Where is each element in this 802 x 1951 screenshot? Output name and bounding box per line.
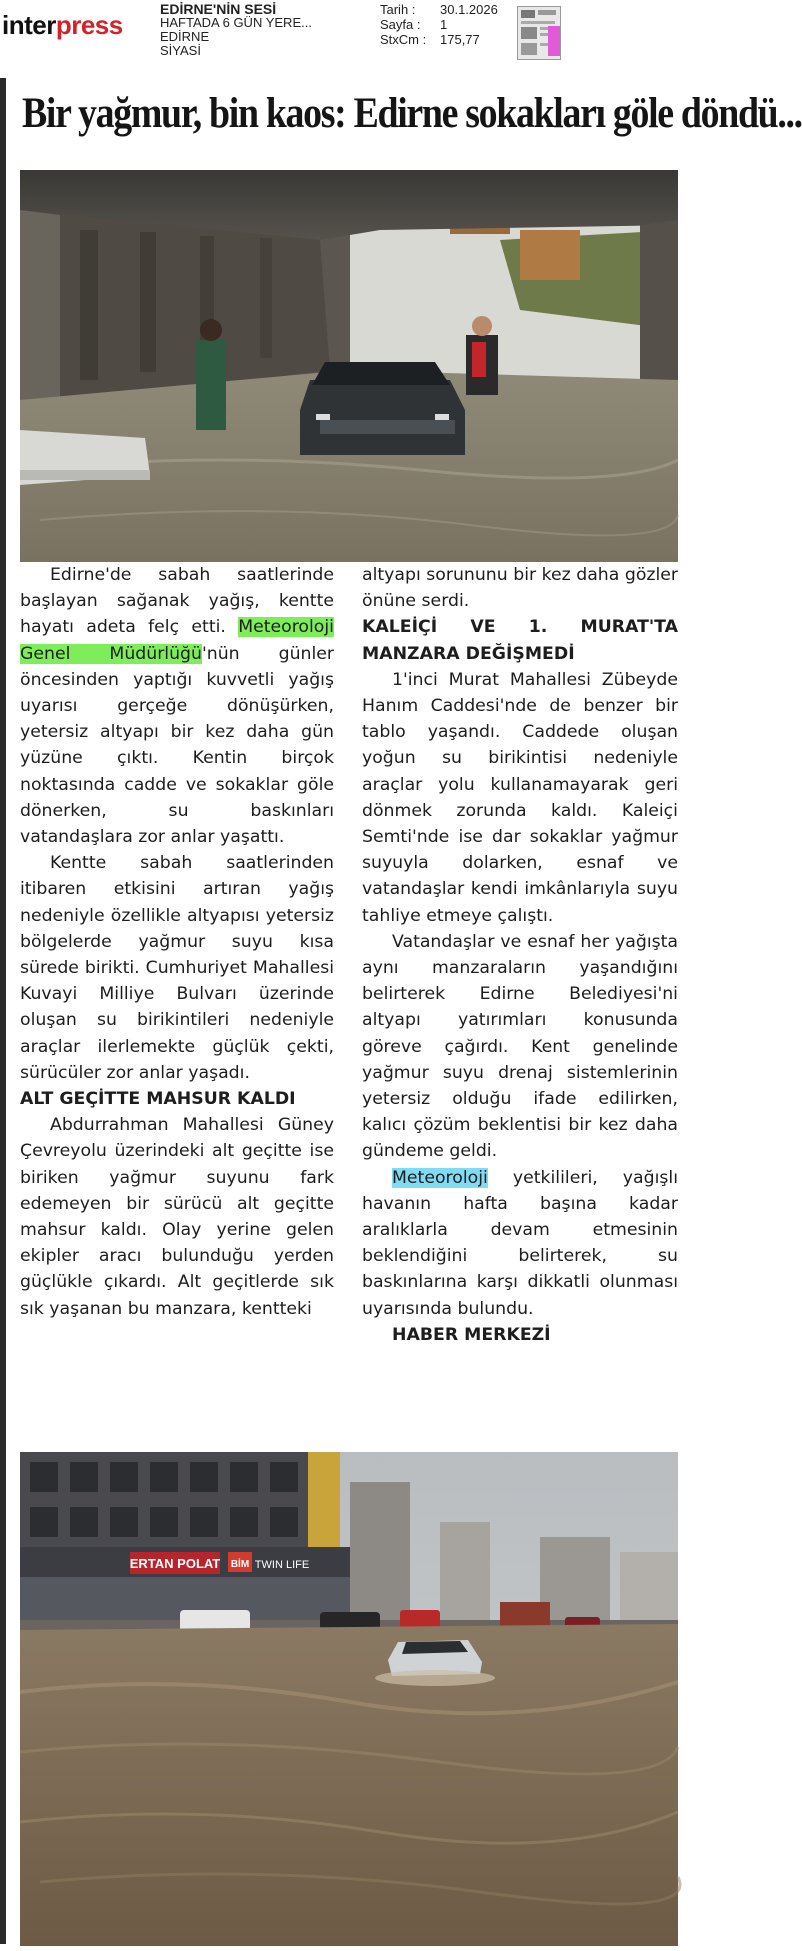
article-column-1 bbox=[20, 562, 334, 1322]
paragraph-1 bbox=[20, 562, 334, 850]
logo-text-part2: press bbox=[55, 10, 123, 40]
highlight-meteoroloji: Meteoroloji bbox=[392, 1167, 488, 1188]
date-label: Tarih : bbox=[380, 2, 416, 17]
paragraph-5: Vatandaşlar ve esnaf her yağışta aynı manzaraların yaşandığını belirterek Edirne Belediyesi'ni altyapı yatırımları konusunda göreve çağırdı. Kent genelinde yağmur suyu drenaj sistemlerinin yetersiz olduğu ifade edilirken, kalıcı çözüm beklentisi bir kez daha gündeme geldi. bbox=[362, 931, 678, 1162]
subheading-kaleici: KALEİÇİ VE 1. MURAT'TA MANZARA DEĞİŞMEDİ bbox=[362, 617, 678, 664]
size-value: 175,77 bbox=[440, 32, 480, 47]
page-position-marker bbox=[548, 26, 560, 56]
page-value: 1 bbox=[440, 17, 448, 32]
store-sign-twin-life: TWIN LIFE bbox=[254, 1559, 310, 1571]
page-label: Sayfa : bbox=[380, 17, 421, 32]
publication-city: EDİRNE bbox=[160, 29, 210, 44]
highlight-meteoroloji-genel-mudurlugu: Meteoroloji Genel Müdürlüğü bbox=[20, 617, 334, 664]
size-label: StxCm : bbox=[380, 32, 427, 47]
clipping-meta bbox=[380, 2, 498, 47]
paragraph-6 bbox=[362, 1165, 678, 1322]
author-signature: HABER MERKEZİ bbox=[392, 1324, 551, 1345]
paragraph-3-continued: altyapı sorununu bir kez daha gözler önüne serdi. bbox=[362, 565, 678, 612]
interpress-logo bbox=[2, 10, 123, 41]
underpass-flood-photo bbox=[20, 170, 678, 562]
publication-category: SİYASİ bbox=[160, 43, 201, 58]
paragraph-6-text: yetkilileri, yağışlı havanın hafta başına kadar aralıklarla devam etmesinin beklendiğini belirterek, su baskınlarına karşı dikkatli olunması uyarısında bulundu. bbox=[362, 1167, 678, 1319]
paragraph-4: 1'inci Murat Mahallesi Zübeyde Hanım Caddesi'nde de benzer bir tablo yaşandı. Caddede oluşan yoğun su birikintisi nedeniyle araçlar yolu kullanamayarak geri dönmek zorunda kaldı. Kaleiçi Semti'nde ise dar sokaklar yağmur suyuyla dolarken, esnaf ve vatandaşlar kendi imkânlarıyla suyu tahliye etmeye çalıştı. bbox=[362, 669, 678, 926]
article-column-2 bbox=[362, 562, 678, 1348]
paragraph-2: Kentte sabah saatlerinden itibaren etkisini artıran yağış nedeniyle özellikle altyapısı yetersiz bölgelerde yağmur suyu kısa sürede birikti. Cumhuriyet Mahallesi Kuvayi Milliye Bulvarı üzerinde oluşan su birikintileri nedeniyle araçlar ilerlemekte güçlük çekti, sürücüler zor anlar yaşadı. bbox=[20, 853, 334, 1083]
logo-text-part1: inter bbox=[2, 10, 56, 40]
paragraph-1-text-a: Edirne'de sabah saatlerinde başlayan sağanak yağış, kentte hayatı adeta felç etti. bbox=[20, 565, 334, 638]
store-logo-bim: BİM bbox=[230, 1559, 250, 1570]
publication-name: EDİRNE'NİN SESİ bbox=[160, 1, 277, 17]
left-border-rule bbox=[0, 78, 6, 1944]
boulevard-flood-photo bbox=[20, 1452, 678, 1946]
publication-info bbox=[160, 2, 312, 58]
clipping-header bbox=[0, 0, 696, 70]
article-headline: Bir yağmur, bin kaos: Edirne sokakları göle döndü... bbox=[22, 90, 802, 137]
paragraph-1-text-b: 'nün günler öncesinden yaptığı kuvvetli yağış uyarısı gerçeğe dönüşürken, yetersiz altyapı bir kez daha gün yüzüne çıktı. Kentin birçok noktasında cadde ve sokaklar göle dönerken, su baskınları vatandaşlara zor anlar yaşattı. bbox=[20, 643, 335, 848]
shop-sign-ertan-polat: ERTAN POLAT bbox=[129, 1556, 221, 1571]
date-value: 30.1.2026 bbox=[440, 2, 498, 17]
subheading-alt-gecit: ALT GEÇİTTE MAHSUR KALDI bbox=[20, 1089, 296, 1110]
paragraph-3: Abdurrahman Mahallesi Güney Çevreyolu üzerindeki alt geçitte ise biriken yağmur suyunu fark edemeyen bir sürücü alt geçitte mahsur kaldı. Olay yerine gelen ekipler aracı bulunduğu yerden güçlükle çıkardı. Alt geçitlerde sık sık yaşanan bu manzara, kentteki bbox=[20, 1115, 334, 1319]
publication-frequency: HAFTADA 6 GÜN YERE... bbox=[160, 15, 312, 30]
